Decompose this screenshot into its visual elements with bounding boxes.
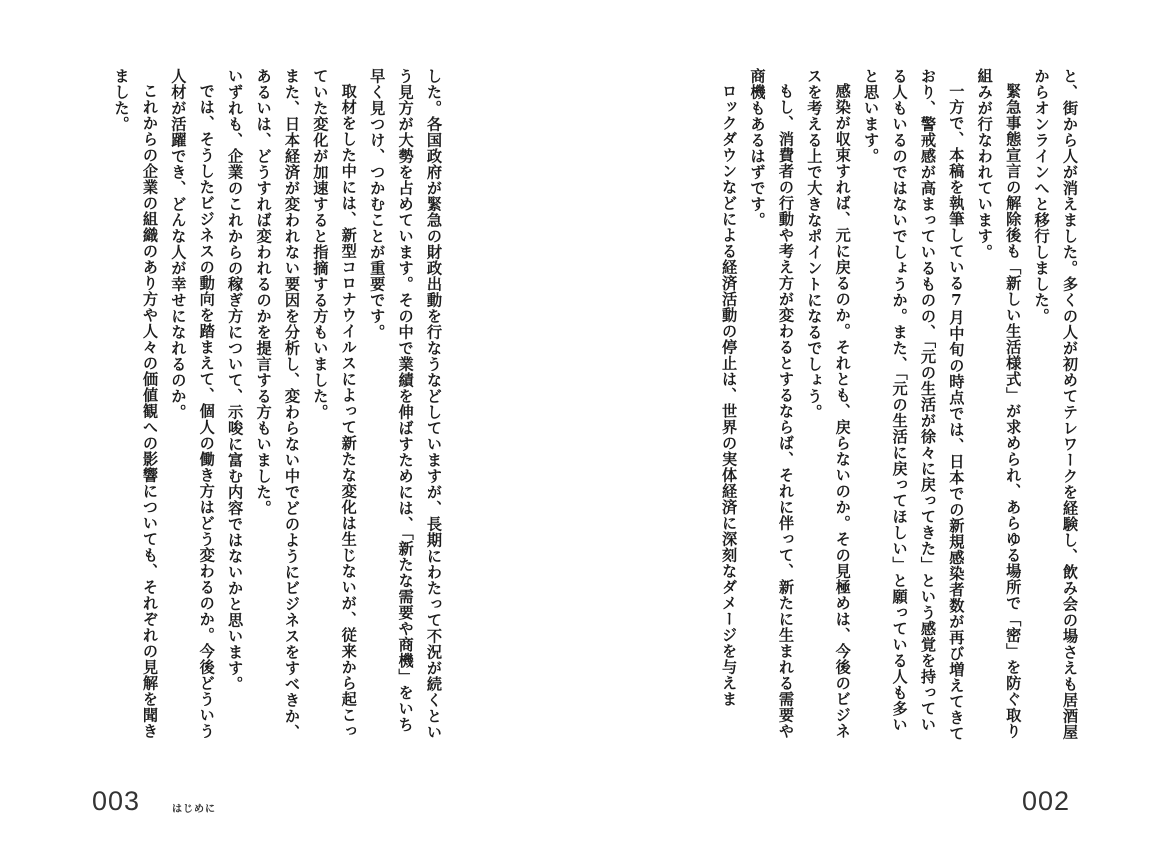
paragraph: また、日本経済が変われない要因を分析し、変わらない中でどのようにビジネスをすべきか、あるいは、どうすれば変われるのかを提言する方もいました。 (254, 68, 301, 740)
page-number: 003 (92, 786, 141, 816)
paragraph: 一方で、本稿を執筆している7月中旬の時点では、日本での新規感染者数が再び増えてきており、警戒感が高まっているものの、「元の生活が徐々に戻ってきた」という感覚を持っている人もいるのではないでしょうか。また、「元の生活に戻ってほしい」と願っている人も多いと思います。 (862, 68, 966, 742)
paragraph: もし、消費者の行動や考え方が変わるとするならば、それに伴って、新たに生まれる需要や商機もあるはずです。 (748, 68, 795, 740)
left-page-body (88, 68, 448, 748)
paragraph: では、そうしたビジネスの動向を踏まえて、個人の働き方はどう変わるのか。今後どういう人材が活躍でき、どんな人が幸せになれるのか。 (169, 68, 216, 740)
paragraph: した。各国政府が緊急の財政出動を行なうなどしていますが、長期にわたって不況が続くという見方が大勢を占めています。その中で業績を伸ばすためには、「新たな需要や商機」をいち早く見つけ、つかむことが重要です。 (368, 68, 443, 740)
page-number: 002 (1022, 786, 1071, 816)
paragraph: いずれも、企業のこれからの稼ぎ方について、示唆に富む内容ではないかと思います。 (226, 68, 245, 692)
paragraph: 緊急事態宣言の解除後も「新しい生活様式」が求められ、あらゆる場所で「密」を防ぐ取り組みが行なわれています。 (975, 68, 1023, 740)
paragraph: と、街から人が消えました。多くの人が初めてテレワークを経験し、飲み会の場さえも居酒屋からオンラインへと移行しました。 (1032, 68, 1079, 740)
paragraph: ロックダウンなどによる経済活動の停止は、世界の実体経済に深刻なダメージを与えま (720, 83, 739, 708)
paragraph: これからの企業の組織のあり方や人々の価値観への影響についても、それぞれの見解を聞きました。 (112, 68, 159, 740)
running-head: はじめに (172, 804, 216, 815)
paragraph: 感染が収束すれば、元に戻るのか。それとも、戻らないのか。その見極めは、今後のビジネスを考える上で大きなポイントになるでしょう。 (805, 68, 852, 740)
paragraph: 取材をした中には、新型コロナウイルスによって新たな変化は生じないが、従来から起こっていた変化が加速すると指摘する方もいました。 (311, 68, 358, 740)
right-page-body (720, 68, 1084, 748)
right-page (580, 0, 1160, 854)
